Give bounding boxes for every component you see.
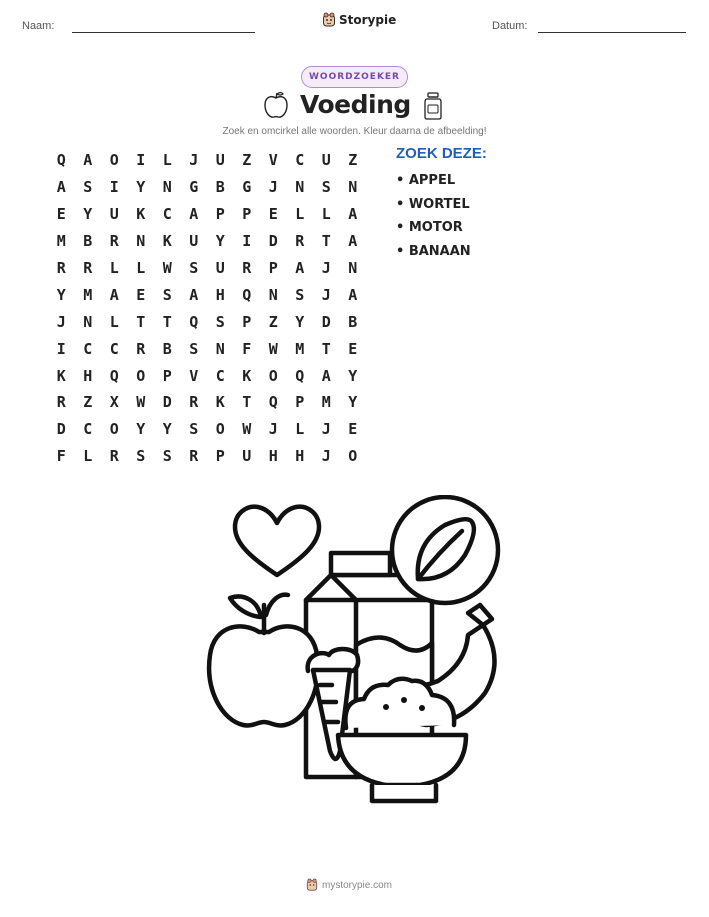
storypie-logo-icon	[306, 878, 318, 892]
grid-letter: G	[189, 178, 199, 197]
instructions: Zoek en omcirkel alle woorden. Kleur daarna de afbeelding!	[222, 126, 487, 137]
word-list-item: • WORTEL	[396, 196, 470, 212]
grid-letter: E	[348, 339, 358, 358]
grid-letter: E	[56, 205, 66, 224]
grid-letter: Q	[242, 285, 252, 304]
grid-letter: U	[215, 259, 225, 277]
grid-letter: S	[162, 447, 172, 466]
brand-name: Storypie	[339, 13, 397, 27]
grid-letter: J	[268, 420, 278, 439]
grid-letter: R	[83, 259, 93, 277]
grid-letter: Y	[56, 285, 66, 304]
apple-shape	[209, 595, 318, 726]
grid-letter: M	[321, 393, 331, 412]
grid-letter: S	[295, 285, 305, 304]
grid-letter: S	[189, 259, 199, 277]
grid-letter: I	[109, 178, 119, 197]
heart-shape	[235, 507, 319, 575]
grid-letter: L	[295, 420, 305, 439]
grid-letter: M	[295, 339, 305, 358]
grid-letter: W	[136, 393, 146, 412]
grid-letter: I	[136, 151, 146, 170]
grid-letter: S	[136, 447, 146, 466]
grid-letter: O	[109, 151, 119, 170]
word-list-item: • MOTOR	[396, 220, 463, 235]
grid-letter: Q	[109, 366, 119, 385]
grid-letter: S	[189, 339, 199, 358]
grid-letter: P	[162, 366, 172, 385]
date-label: Datum:	[492, 20, 528, 32]
grid-letter: C	[295, 151, 305, 170]
grid-letter: V	[268, 151, 278, 170]
grid-letter: L	[109, 259, 119, 277]
grid-letter: J	[268, 178, 278, 197]
grid-letter: H	[83, 366, 93, 385]
grid-letter: U	[189, 232, 199, 251]
word-list-title: ZOEK DEZE:	[396, 145, 487, 162]
grid-letter: L	[109, 312, 119, 331]
grid-letter: U	[242, 447, 252, 466]
grid-letter: E	[268, 205, 278, 224]
word-search-grid	[48, 147, 366, 470]
grid-letter: Y	[348, 393, 358, 412]
grid-letter: P	[215, 447, 225, 466]
grid-letter: N	[83, 312, 93, 331]
grid-letter: D	[268, 232, 278, 251]
grid-letter: B	[162, 339, 172, 358]
grid-letter: J	[56, 312, 66, 331]
grid-letter: L	[295, 205, 305, 224]
grid-letter: C	[83, 420, 93, 439]
food-coloring-illustration	[200, 495, 510, 815]
grid-letter: Q	[268, 393, 278, 412]
grid-letter: G	[242, 178, 252, 197]
grid-letter: C	[215, 366, 225, 385]
grid-letter: Z	[242, 151, 252, 170]
grid-letter: P	[242, 205, 252, 224]
grid-letter: V	[189, 366, 199, 385]
page-title: Voeding	[300, 90, 411, 119]
leaf-badge-shape	[392, 497, 498, 603]
grid-letter: O	[215, 420, 225, 439]
date-line	[538, 32, 686, 33]
grid-letter: H	[215, 285, 225, 304]
grid-letter: Y	[83, 205, 93, 224]
grid-letter: N	[348, 259, 358, 277]
grid-letter: H	[268, 447, 278, 466]
grid-letter: S	[321, 178, 331, 197]
grid-letter: R	[189, 447, 199, 466]
grid-letter: K	[162, 232, 172, 251]
grid-letter: N	[215, 339, 225, 358]
grid-letter: L	[83, 447, 93, 466]
grid-letter: N	[348, 178, 358, 197]
grid-letter: E	[348, 420, 358, 439]
grid-letter: A	[348, 205, 358, 224]
word-list	[396, 171, 471, 265]
grid-letter: Q	[189, 312, 199, 331]
footer-url: mystorypie.com	[322, 879, 393, 891]
grid-letter: C	[83, 339, 93, 358]
grid-letter: Z	[268, 312, 278, 331]
grid-letter: O	[109, 420, 119, 439]
grid-letter: A	[56, 178, 66, 197]
apple-icon	[262, 90, 290, 120]
grid-letter: Y	[348, 366, 358, 385]
grid-letter: N	[162, 178, 172, 197]
grid-letter: P	[295, 393, 305, 412]
grid-letter: U	[321, 151, 331, 170]
grid-letter: K	[56, 366, 66, 385]
grid-letter: A	[189, 205, 199, 224]
grid-letter: O	[136, 366, 146, 385]
grid-letter: R	[109, 232, 119, 251]
grid-letter: I	[242, 232, 252, 251]
grid-letter: E	[136, 285, 146, 304]
grid-letter: T	[321, 232, 331, 251]
word-list-item: • APPEL	[396, 173, 456, 188]
grid-letter: C	[109, 339, 119, 358]
grid-letter: Z	[83, 393, 93, 412]
grid-letter: P	[215, 205, 225, 224]
grid-letter: Y	[136, 420, 146, 439]
grid-letter: S	[189, 420, 199, 439]
jar-icon	[423, 91, 443, 121]
brand-logo	[322, 12, 396, 28]
grid-letter: A	[348, 285, 358, 304]
grid-letter: L	[162, 151, 172, 170]
grid-letter: J	[321, 285, 331, 304]
grid-letter: W	[162, 259, 172, 277]
grid-letter: F	[242, 339, 252, 358]
storypie-logo-icon	[322, 12, 336, 28]
grid-letter: T	[162, 312, 172, 331]
grid-letter: A	[83, 151, 93, 170]
grid-letter: Z	[348, 151, 358, 170]
grid-letter: W	[268, 339, 278, 358]
grid-letter: P	[242, 312, 252, 331]
grid-letter: A	[109, 285, 119, 304]
grid-letter: R	[56, 393, 66, 412]
footer	[306, 878, 392, 892]
grid-letter: R	[136, 339, 146, 358]
grid-letter: F	[56, 447, 66, 466]
worksheet-type-badge: WOORDZOEKER	[301, 66, 408, 88]
grid-letter: X	[109, 393, 119, 412]
grid-letter: R	[189, 393, 199, 412]
grid-letter: R	[109, 447, 119, 466]
grid-letter: J	[321, 420, 331, 439]
grid-letter: Q	[295, 366, 305, 385]
grid-letter: L	[321, 205, 331, 224]
grid-letter: W	[242, 420, 252, 439]
grid-letter: T	[242, 393, 252, 412]
grid-letter: R	[242, 259, 252, 277]
name-line	[72, 32, 255, 33]
name-label: Naam:	[22, 20, 55, 32]
grid-letter: O	[348, 447, 358, 466]
grid-letter: A	[295, 259, 305, 277]
grid-letter: A	[189, 285, 199, 304]
grid-letter: K	[242, 366, 252, 385]
grid-letter: S	[162, 285, 172, 304]
grid-letter: O	[268, 366, 278, 385]
grid-letter: J	[321, 259, 331, 277]
grid-letter: I	[56, 339, 66, 358]
grid-letter: B	[348, 312, 358, 331]
grid-letter: K	[215, 393, 225, 412]
grid-letter: N	[136, 232, 146, 251]
grid-letter: Y	[162, 420, 172, 439]
grid-letter: M	[56, 232, 66, 251]
grid-letter: Y	[215, 232, 225, 251]
grid-letter: A	[348, 232, 358, 251]
grid-letter: D	[321, 312, 331, 331]
grid-letter: Y	[136, 178, 146, 197]
grid-letter: R	[295, 232, 305, 251]
grid-letter: C	[162, 205, 172, 224]
grid-letter: H	[295, 447, 305, 466]
grid-letter: S	[215, 312, 225, 331]
grid-letter: J	[321, 447, 331, 466]
grid-letter: P	[268, 259, 278, 277]
grid-letter: T	[321, 339, 331, 358]
grid-letter: L	[136, 259, 146, 277]
grid-letter: A	[321, 366, 331, 385]
grid-letter: B	[83, 232, 93, 251]
grid-letter: D	[56, 420, 66, 439]
grid-letter: B	[215, 178, 225, 197]
grid-letter: U	[215, 151, 225, 170]
grid-letter: R	[56, 259, 66, 277]
grid-letter: N	[295, 178, 305, 197]
grid-letter: M	[83, 285, 93, 304]
grid-letter: Q	[56, 151, 66, 170]
grid-letter: T	[136, 312, 146, 331]
grid-letter: S	[83, 178, 93, 197]
grid-letter: J	[189, 151, 199, 170]
grid-letter: Y	[295, 312, 305, 331]
grid-letter: D	[162, 393, 172, 412]
grid-letter: U	[109, 205, 119, 224]
word-list-item: • BANAAN	[396, 243, 471, 259]
grid-letter: K	[136, 205, 146, 224]
grid-letter: N	[268, 285, 278, 304]
